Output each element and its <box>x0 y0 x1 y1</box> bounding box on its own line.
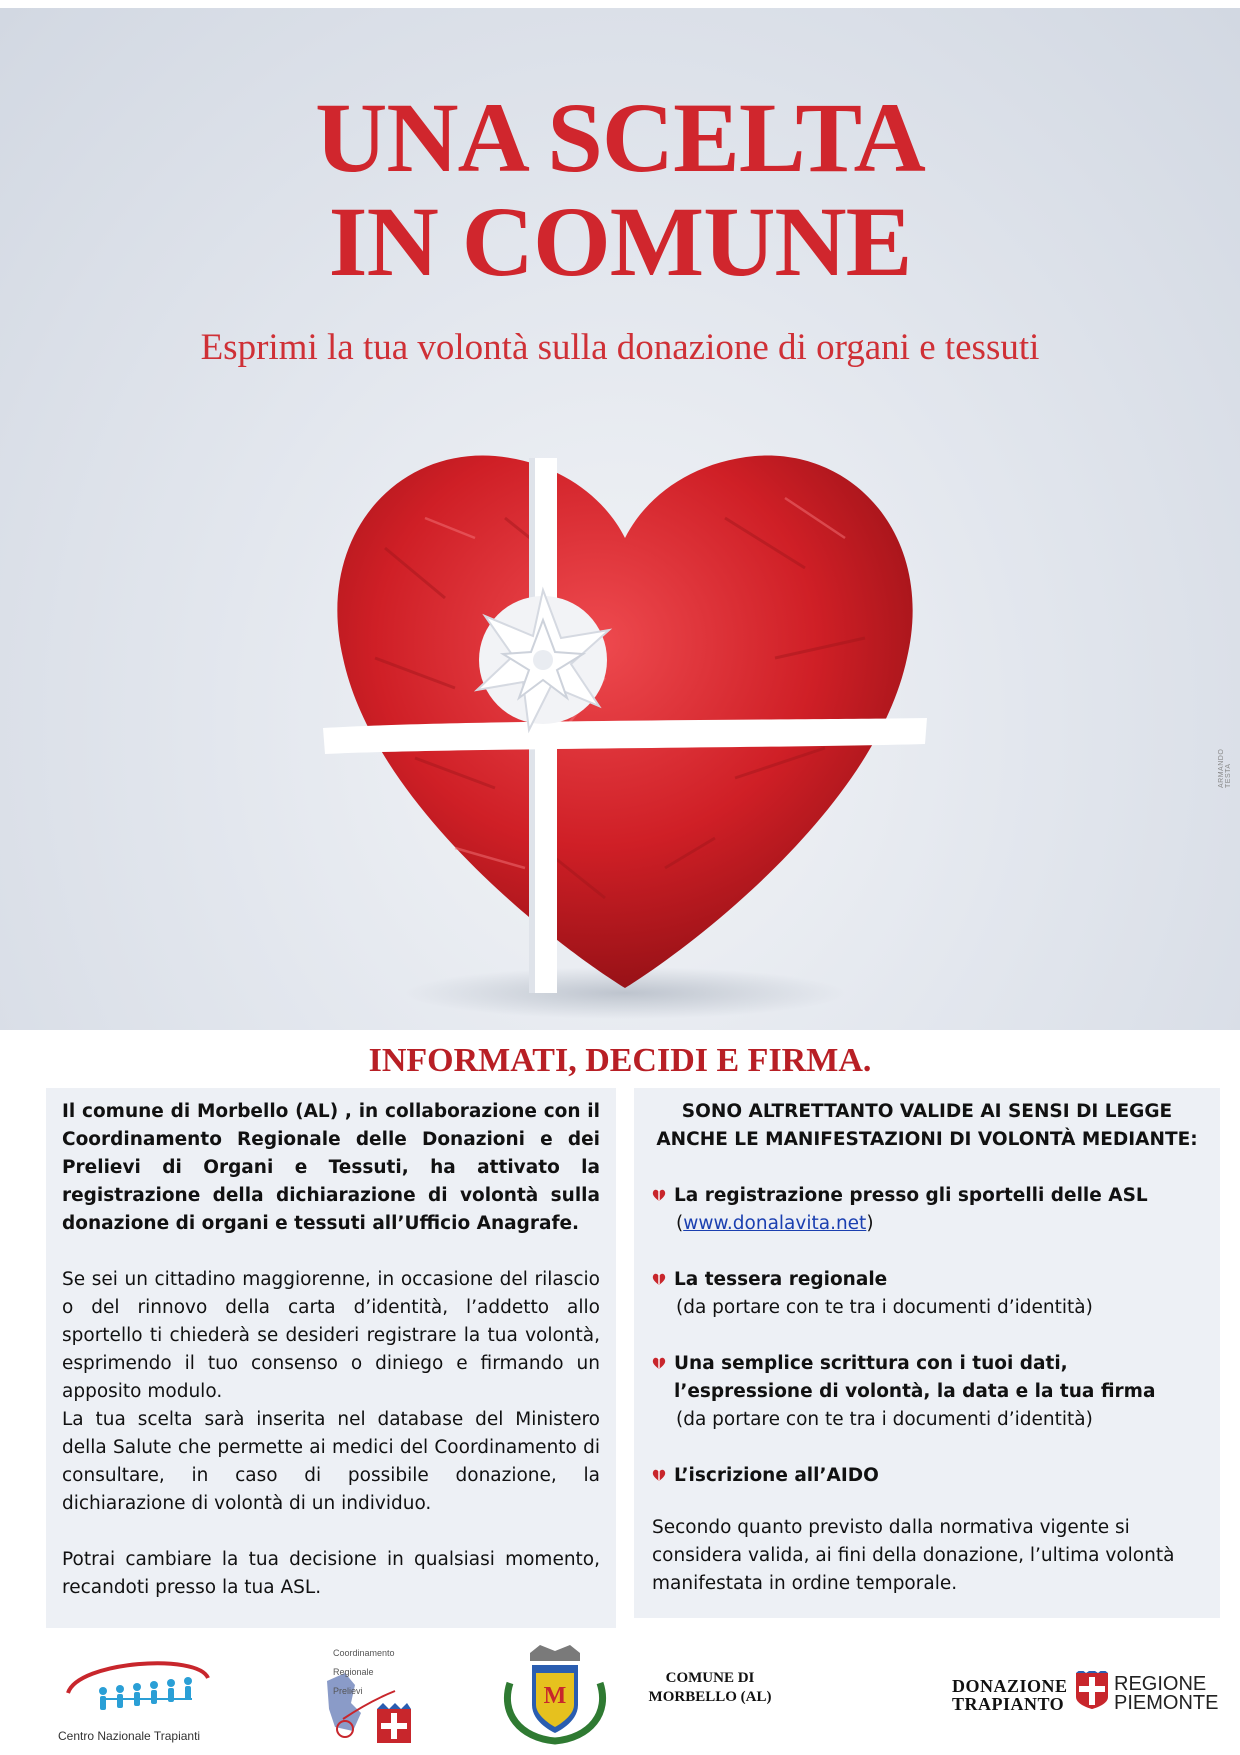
sponsor-logos <box>0 1635 1240 1750</box>
comune-label: COMUNE DI MORBELLO (AL) <box>648 1670 772 1705</box>
hero-subtitle: Esprimi la tua volontà sulla donazione di organi e tessuti <box>200 327 1040 368</box>
list-item <box>652 1182 1202 1238</box>
heart-bullet-icon <box>652 1272 666 1286</box>
hero-title: UNA SCELTA IN COMUNE <box>315 82 925 297</box>
coat-of-arms-icon <box>500 1643 610 1745</box>
procedure-paragraph: Se sei un cittadino maggiorenne, in occasione del rilascio o del rinnovo della carta d’identità, l’addetto allo sportello ti chiederà se desideri registrare la tua volontà, esprimendo il tuo consenso o diniego e firmando un apposito modulo. <box>62 1269 600 1402</box>
list-item <box>652 1266 1202 1322</box>
list-item <box>652 1462 1202 1490</box>
list-item-note: (da portare con te tra i documenti d’identità) <box>676 1409 1093 1430</box>
donalavita-link[interactable]: www.donalavita.net <box>683 1213 867 1234</box>
list-item-title: La registrazione presso gli sportelli delle ASL <box>674 1185 1148 1206</box>
piemonte-shield-icon <box>1074 1671 1110 1711</box>
list-item-title: L’iscrizione all’AIDO <box>674 1465 879 1486</box>
validity-footer: Secondo quanto previsto dalla normativa vigente si considera valida, ai fini della donazione, l’ultima volontà manifestata in ordine temporale. <box>652 1517 1175 1594</box>
crp-label: Coordinamento Regionale Prelievi <box>333 1648 395 1696</box>
list-item <box>652 1350 1202 1434</box>
change-decision-paragraph: Potrai cambiare la tua decisione in qualsiasi momento, recandoti presso la tua ASL. <box>62 1549 600 1598</box>
gift-heart-icon <box>305 428 945 1028</box>
list-item-title: La tessera regionale <box>674 1269 888 1290</box>
list-item-title: Una semplice scrittura con i tuoi dati, l’espressione di volontà, la data e la tua firma <box>674 1353 1156 1402</box>
gift-heart-image <box>305 428 945 1028</box>
cnt-logo <box>58 1653 218 1743</box>
crp-logo <box>325 1641 435 1747</box>
list-item-note: (www.donalavita.net) <box>676 1213 874 1234</box>
info-panel-right <box>634 1088 1220 1618</box>
cnt-label: Centro Nazionale Trapianti <box>58 1729 201 1743</box>
regione-piemonte-label: REGIONE PIEMONTE <box>1114 1673 1219 1714</box>
heart-bullet-icon <box>652 1356 666 1370</box>
hero-banner <box>0 8 1240 1030</box>
intro-paragraph: Il comune di Morbello (AL) , in collaborazione con il Coordinamento Regionale delle Donazioni e dei Prelievi di Organi e Tessuti, ha attivato la registrazione della dichiarazione di volontà sulla donazione di organi e tessuti all’Ufficio Anagrafe. <box>62 1101 600 1234</box>
morbello-coat-of-arms <box>500 1643 610 1745</box>
regione-shield <box>1074 1671 1110 1711</box>
database-paragraph: La tua scelta sarà inserita nel database del Ministero della Salute che permette ai medici del Coordinamento di consultare, in caso di possibile donazione, la dichiarazione di volontà di un individuo. <box>62 1409 600 1514</box>
people-chain-icon <box>58 1653 218 1723</box>
heart-bullet-icon <box>652 1188 666 1202</box>
valid-methods-heading: SONO ALTRETTANTO VALIDE AI SENSI DI LEGGE ANCHE LE MANIFESTAZIONI DI VOLONTÀ MEDIANTE: <box>656 1101 1198 1150</box>
donazione-trapianto-label: DONAZIONE TRAPIANTO <box>952 1676 1068 1714</box>
info-panel-left <box>46 1088 616 1628</box>
photo-credit: ARMANDO TESTA <box>1218 748 1232 788</box>
list-item-note: (da portare con te tra i documenti d’identità) <box>676 1297 1093 1318</box>
svg-text:M: M <box>543 1683 567 1709</box>
tagline: INFORMATI, DECIDI E FIRMA. <box>368 1042 872 1079</box>
heart-bullet-icon <box>652 1468 666 1482</box>
